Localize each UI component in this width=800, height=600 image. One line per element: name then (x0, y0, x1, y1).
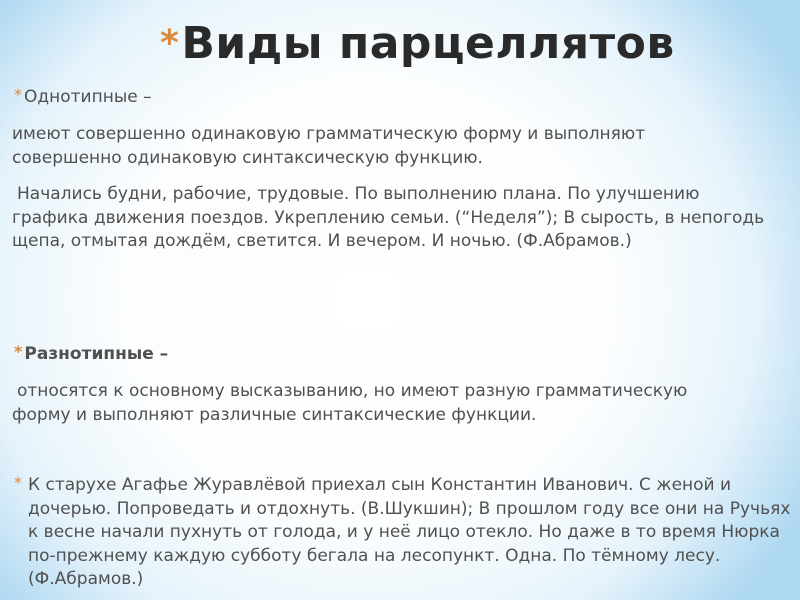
mixed-example-text: К старухе Агафье Журавлёвой приехал сын Константин Иванович. С женой и дочерью. Попроведать и отдохнуть. (В.Шукшин); В прошлом году все они на Ручьях к весне начали пухнуть от голода, и у неё лицо отекло. Но даже в то время Нюрка по-прежнему каждую субботу бегала на лесопункт. Одна. По тёмному лесу. (Ф.Абрамов.) (28, 475, 791, 589)
bullet-asterisk-icon: * (14, 473, 22, 492)
slide-title-text: Виды парцеллятов (181, 18, 675, 69)
section-heading-mixed (14, 343, 168, 367)
uniform-example: Начались будни, рабочие, трудовые. По выполнению плана. По улучшению графика движения поездов. Укреплению семьи. (“Неделя”); В сырость, в непогодь щепа, отмытая дождём, светится. И вечером. И ночью. (Ф.Абрамов.) (12, 184, 765, 251)
mixed-definition: относятся к основному высказыванию, но имеют разную грамматическую форму и выполняют различные синтаксические функции. (12, 381, 688, 425)
bullet-asterisk-icon: * (14, 85, 22, 104)
slide-title (160, 18, 675, 71)
section-heading-text: Однотипные – (24, 87, 152, 107)
section-heading-text: Разнотипные – (24, 344, 169, 364)
section-heading-uniform (14, 86, 152, 110)
bullet-asterisk-icon: * (14, 342, 23, 361)
uniform-definition: имеют совершенно одинаковую грамматическую форму и выполняют совершенно одинаковую синтаксическую функцию. (12, 124, 646, 168)
mixed-example (14, 474, 794, 592)
bullet-asterisk-icon: * (160, 23, 180, 64)
